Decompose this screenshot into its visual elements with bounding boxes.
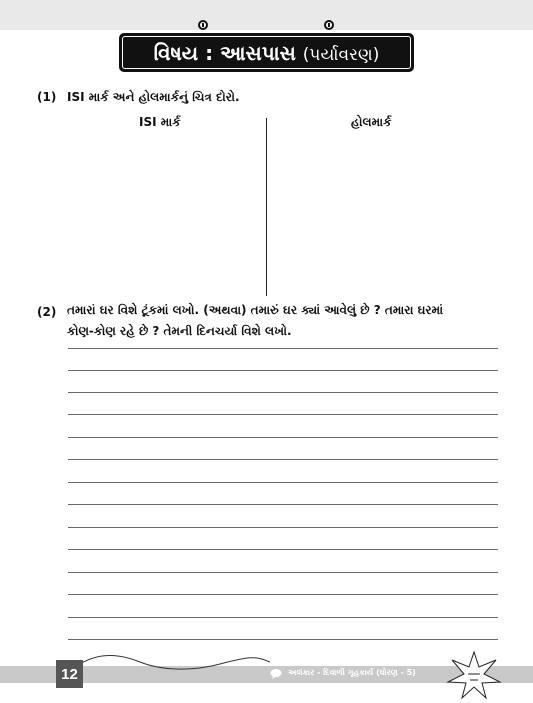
page-number: 12	[56, 660, 83, 688]
subject-title	[119, 33, 414, 72]
isi-mark-label: ISI માર્ક	[139, 115, 181, 129]
binder-ring-icon	[198, 20, 208, 30]
title-main: વિષય : આસપાસ	[153, 40, 296, 65]
writing-line[interactable]	[68, 459, 498, 460]
cord-decoration-icon	[80, 650, 270, 674]
star-decoration-icon	[446, 650, 502, 700]
writing-line[interactable]	[68, 594, 498, 595]
chat-bubble-icon	[270, 668, 284, 679]
question-2-number: (2)	[37, 305, 57, 319]
writing-line[interactable]	[68, 617, 498, 618]
writing-line[interactable]	[68, 572, 498, 573]
writing-line[interactable]	[68, 639, 498, 640]
question-2-line-2: કોણ-કોણ રહે છે ? તેમની દિનચર્યા વિશે લખો.	[67, 324, 292, 338]
writing-line[interactable]	[68, 437, 498, 438]
question-2-line-1: તમારાં ઘર વિશે ટૂંકમાં લખો. (અથવા) તમારું ઘર ક્યાં આવેલું છે ? તમારા ઘરમાં	[67, 303, 444, 317]
writing-line[interactable]	[68, 504, 498, 505]
title-sub: (પર્યાવરણ)	[302, 44, 380, 65]
writing-line[interactable]	[68, 392, 498, 393]
title-text	[154, 41, 380, 65]
question-1-number: (1)	[37, 90, 57, 104]
writing-line[interactable]	[68, 348, 498, 349]
top-band	[0, 0, 533, 30]
footer-text: અલંકાર - દિવાળી ગૃહકાર્ય (ધોરણ - 5)	[288, 668, 416, 677]
writing-line[interactable]	[68, 370, 498, 371]
column-divider	[266, 118, 267, 296]
binder-ring-icon	[324, 20, 334, 30]
question-1-text: ISI માર્ક અને હોલમાર્કનું ચિત્ર દોરો.	[67, 90, 240, 104]
writing-line[interactable]	[68, 549, 498, 550]
hallmark-label: હોલમાર્ક	[351, 115, 392, 129]
writing-line[interactable]	[68, 414, 498, 415]
writing-line[interactable]	[68, 527, 498, 528]
writing-line[interactable]	[68, 482, 498, 483]
